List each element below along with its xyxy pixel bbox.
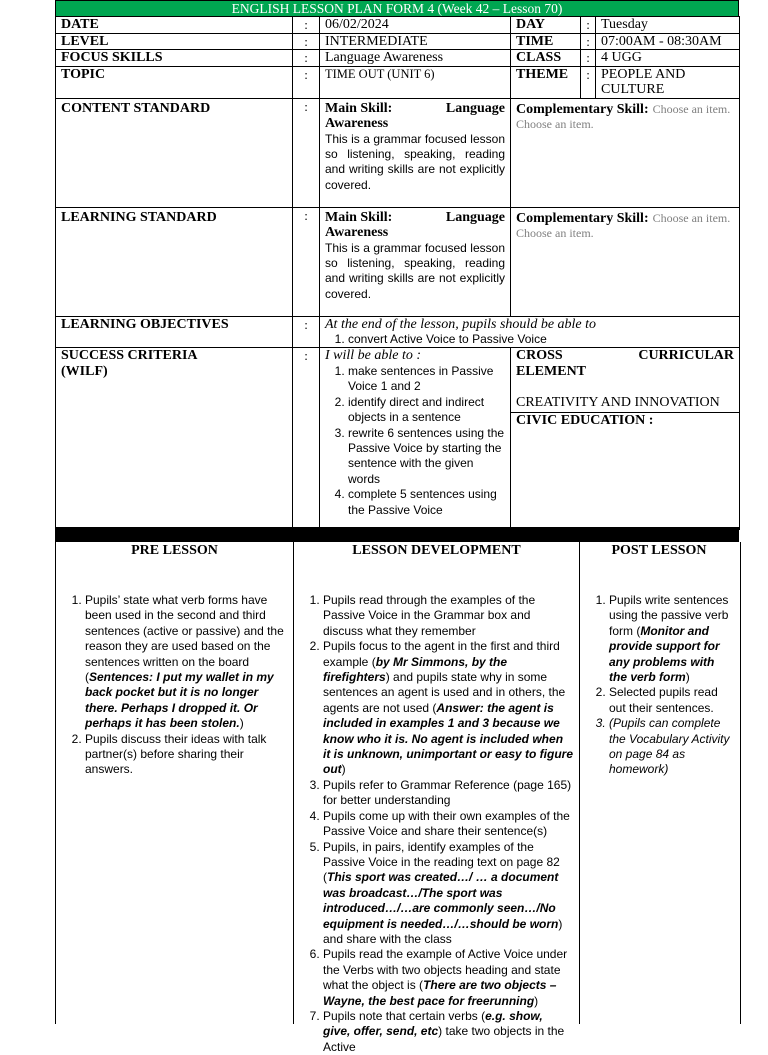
cross-curricular-value: CREATIVITY AND INNOVATION <box>516 395 720 411</box>
learning-standard-main-skill: Main Skill: Language Awareness This is a grammar focused lesson so listening, speaking, reading and writing skills are not explicitly covered. <box>320 207 511 316</box>
criteria-item: 1. make sentences in Passive Voice 1 and 2 <box>348 364 505 395</box>
lesson-plan-document <box>55 0 739 530</box>
class-value: 4 UGG <box>596 50 740 67</box>
content-standard-main-skill: Main Skill: Language Awareness This is a grammar focused lesson so listening, speaking, reading and writing skills are not explicitly covered. <box>320 98 511 207</box>
topic-value: TIME OUT (UNIT 6) <box>320 66 511 98</box>
post-lesson-title: POST LESSON <box>611 543 707 558</box>
content-standard-complementary: Complementary Skill: Choose an item. Choose an item. <box>511 98 740 207</box>
level-value: INTERMEDIATE <box>320 33 511 50</box>
learning-standard-description: This is a grammar focused lesson so listening, speaking, reading and writing skills are not explicitly covered. <box>325 240 505 301</box>
success-criteria-label: SUCCESS CRITERIA (WILF) <box>56 348 293 530</box>
development-item: 5. Pupils, in pairs, identify examples of the Passive Voice in the reading text on page 82 (This sport was created…/ … a document was broadcast…/The sport was introduced…/…are commonly seen…/No equipment is needed…/…should be worn) and share with the class <box>323 840 573 948</box>
learning-standard-complementary: Complementary Skill: Choose an item. Choose an item. <box>511 207 740 316</box>
comp-skill-dropdown-2[interactable]: Choose an item. <box>516 117 594 131</box>
comp-skill-dropdown-4[interactable]: Choose an item. <box>516 226 594 240</box>
objective-item: 1. convert Active Voice to Passive Voice <box>348 332 734 347</box>
success-criteria-table: SUCCESS CRITERIA (WILF) : I will be able to : 1. make sentences in Passive Voice 1 and 2 2. identify direct and indirect objects in a sentence 3. rewrite 6 sentences using the Passive Voice by starting the sentence with the given words 4. complete 5 sentences using the Passive Voice CROSS CURRICULAR ELEMENT CREATIVITY AND INNOVATION CIVIC EDUCATION : <box>55 347 740 530</box>
pre-lesson-item: 2. Pupils discuss their ideas with talk partner(s) before sharing their answers. <box>85 732 287 778</box>
development-item: 1. Pupils read through the examples of the Passive Voice in the Grammar box and discuss what they remember <box>323 593 573 639</box>
theme-value: PEOPLE AND CULTURE <box>596 66 740 98</box>
lesson-stages <box>55 542 741 1054</box>
day-label: DAY <box>511 17 581 34</box>
time-label: TIME <box>511 33 581 50</box>
learning-objectives-label: LEARNING OBJECTIVES <box>56 316 293 348</box>
development-item: 2. Pupils focus to the agent in the first and third example (by Mr Simmons, by the firefighters) and pupils state why in some sentences an agent is used and in others, the agents are not used (Answer: the agent is included in examples 1 and 3 because we know who it is. No agent is included when it is unknown, unimportant or easy to figure out) <box>323 639 573 778</box>
lesson-development-column <box>294 542 579 1054</box>
development-item: 4. Pupils come up with their own examples of the Passive Voice and share their sentence(s) <box>323 809 573 840</box>
content-standard-description: This is a grammar focused lesson so listening, speaking, reading and writing skills are not explicitly covered. <box>325 131 505 192</box>
post-lesson-item: 2. Selected pupils read out their sentences. <box>609 685 734 716</box>
post-lesson-item: 1. Pupils write sentences using the passive verb form (Monitor and provide support for any problems with the verb form) <box>609 593 734 685</box>
class-label: CLASS <box>511 50 581 67</box>
civic-education-label: CIVIC EDUCATION : <box>516 413 654 429</box>
date-label: DATE <box>56 17 293 34</box>
time-value: 07:00AM - 08:30AM <box>596 33 740 50</box>
day-value: Tuesday <box>596 17 740 34</box>
lesson-development-title: LESSON DEVELOPMENT <box>352 543 521 558</box>
post-lesson-column <box>580 542 738 1024</box>
pre-lesson-title: PRE LESSON <box>131 543 218 558</box>
criteria-item: 2. identify direct and indirect objects in a sentence <box>348 395 505 426</box>
pre-lesson-column <box>56 542 293 1024</box>
level-label: LEVEL <box>56 33 293 50</box>
focus-skills-label: FOCUS SKILLS <box>56 50 293 67</box>
post-lesson-item: 3. (Pupils can complete the Vocabulary Activity on page 84 as homework) <box>609 716 734 778</box>
learning-objectives-content: At the end of the lesson, pupils should be able to 1. convert Active Voice to Passive Voice <box>320 316 740 348</box>
development-item: 6. Pupils read the example of Active Voice under the Verbs with two objects heading and state what the object is (There are two objects – Wayne, the best pace for freerunning) <box>323 947 573 1009</box>
comp-skill-dropdown[interactable]: Choose an item. <box>652 101 731 116</box>
development-item: 3. Pupils refer to Grammar Reference (page 165) for better understanding <box>323 778 573 809</box>
content-standard-label: CONTENT STANDARD <box>56 98 293 207</box>
cross-curricular-cell: CROSS CURRICULAR ELEMENT CREATIVITY AND INNOVATION CIVIC EDUCATION : <box>511 348 740 530</box>
success-criteria-content: I will be able to : 1. make sentences in Passive Voice 1 and 2 2. identify direct and indirect objects in a sentence 3. rewrite 6 sentences using the Passive Voice by starting the sentence with the given words 4. complete 5 sentences using the Passive Voice <box>320 348 511 530</box>
focus-skills-value: Language Awareness <box>320 50 511 67</box>
form-title-banner: ENGLISH LESSON PLAN FORM 4 (Week 42 – Lesson 70) <box>55 0 739 16</box>
header-table: DATE : 06/02/2024 DAY : Tuesday LEVEL : INTERMEDIATE TIME : 07:00AM - 08:30AM FOCUS SKILLS : Language Awareness CLASS : 4 UGG TOPIC : TIME OUT (UNIT 6) THEME : PEOPLE AND CULTURE <box>55 16 740 99</box>
criteria-item: 4. complete 5 sentences using the Passive Voice <box>348 487 505 518</box>
date-value: 06/02/2024 <box>320 17 511 34</box>
theme-label: THEME <box>511 66 581 98</box>
pre-lesson-item: 1. Pupils’ state what verb forms have been used in the second and third sentences (active or passive) and the reason they are used based on the sentences written on the board (Sentences: I put my wallet in my back pocket but it is no longer there. Perhaps I dropped it. Or perhaps it has been stolen.) <box>85 593 287 732</box>
criteria-item: 3. rewrite 6 sentences using the Passive Voice by starting the sentence with the given words <box>348 426 505 488</box>
topic-label: TOPIC <box>56 66 293 98</box>
section-divider <box>55 527 739 542</box>
comp-skill-dropdown-3[interactable]: Choose an item. <box>652 210 731 225</box>
learning-standard-label: LEARNING STANDARD <box>56 207 293 316</box>
development-item: 7. Pupils note that certain verbs (e.g. show, give, offer, send, etc) take two objects in the Active <box>323 1009 573 1055</box>
standards-table: CONTENT STANDARD : Main Skill: Language Awareness This is a grammar focused lesson so listening, speaking, reading and writing skills are not explicitly covered. Complementary Skill: Choose an item. Choose an item. LEARNING STANDARD : Main Skill: Language Awareness This is a grammar focused lesson so listening, speaking, reading and writing skills are not explicitly covered. Complementary Skill: Choose an item. Choose an item. LEARNING OBJECTIVES : At the end of the lesson, pupils should be able to 1. convert Active Voice to Passive Voice <box>55 98 740 349</box>
